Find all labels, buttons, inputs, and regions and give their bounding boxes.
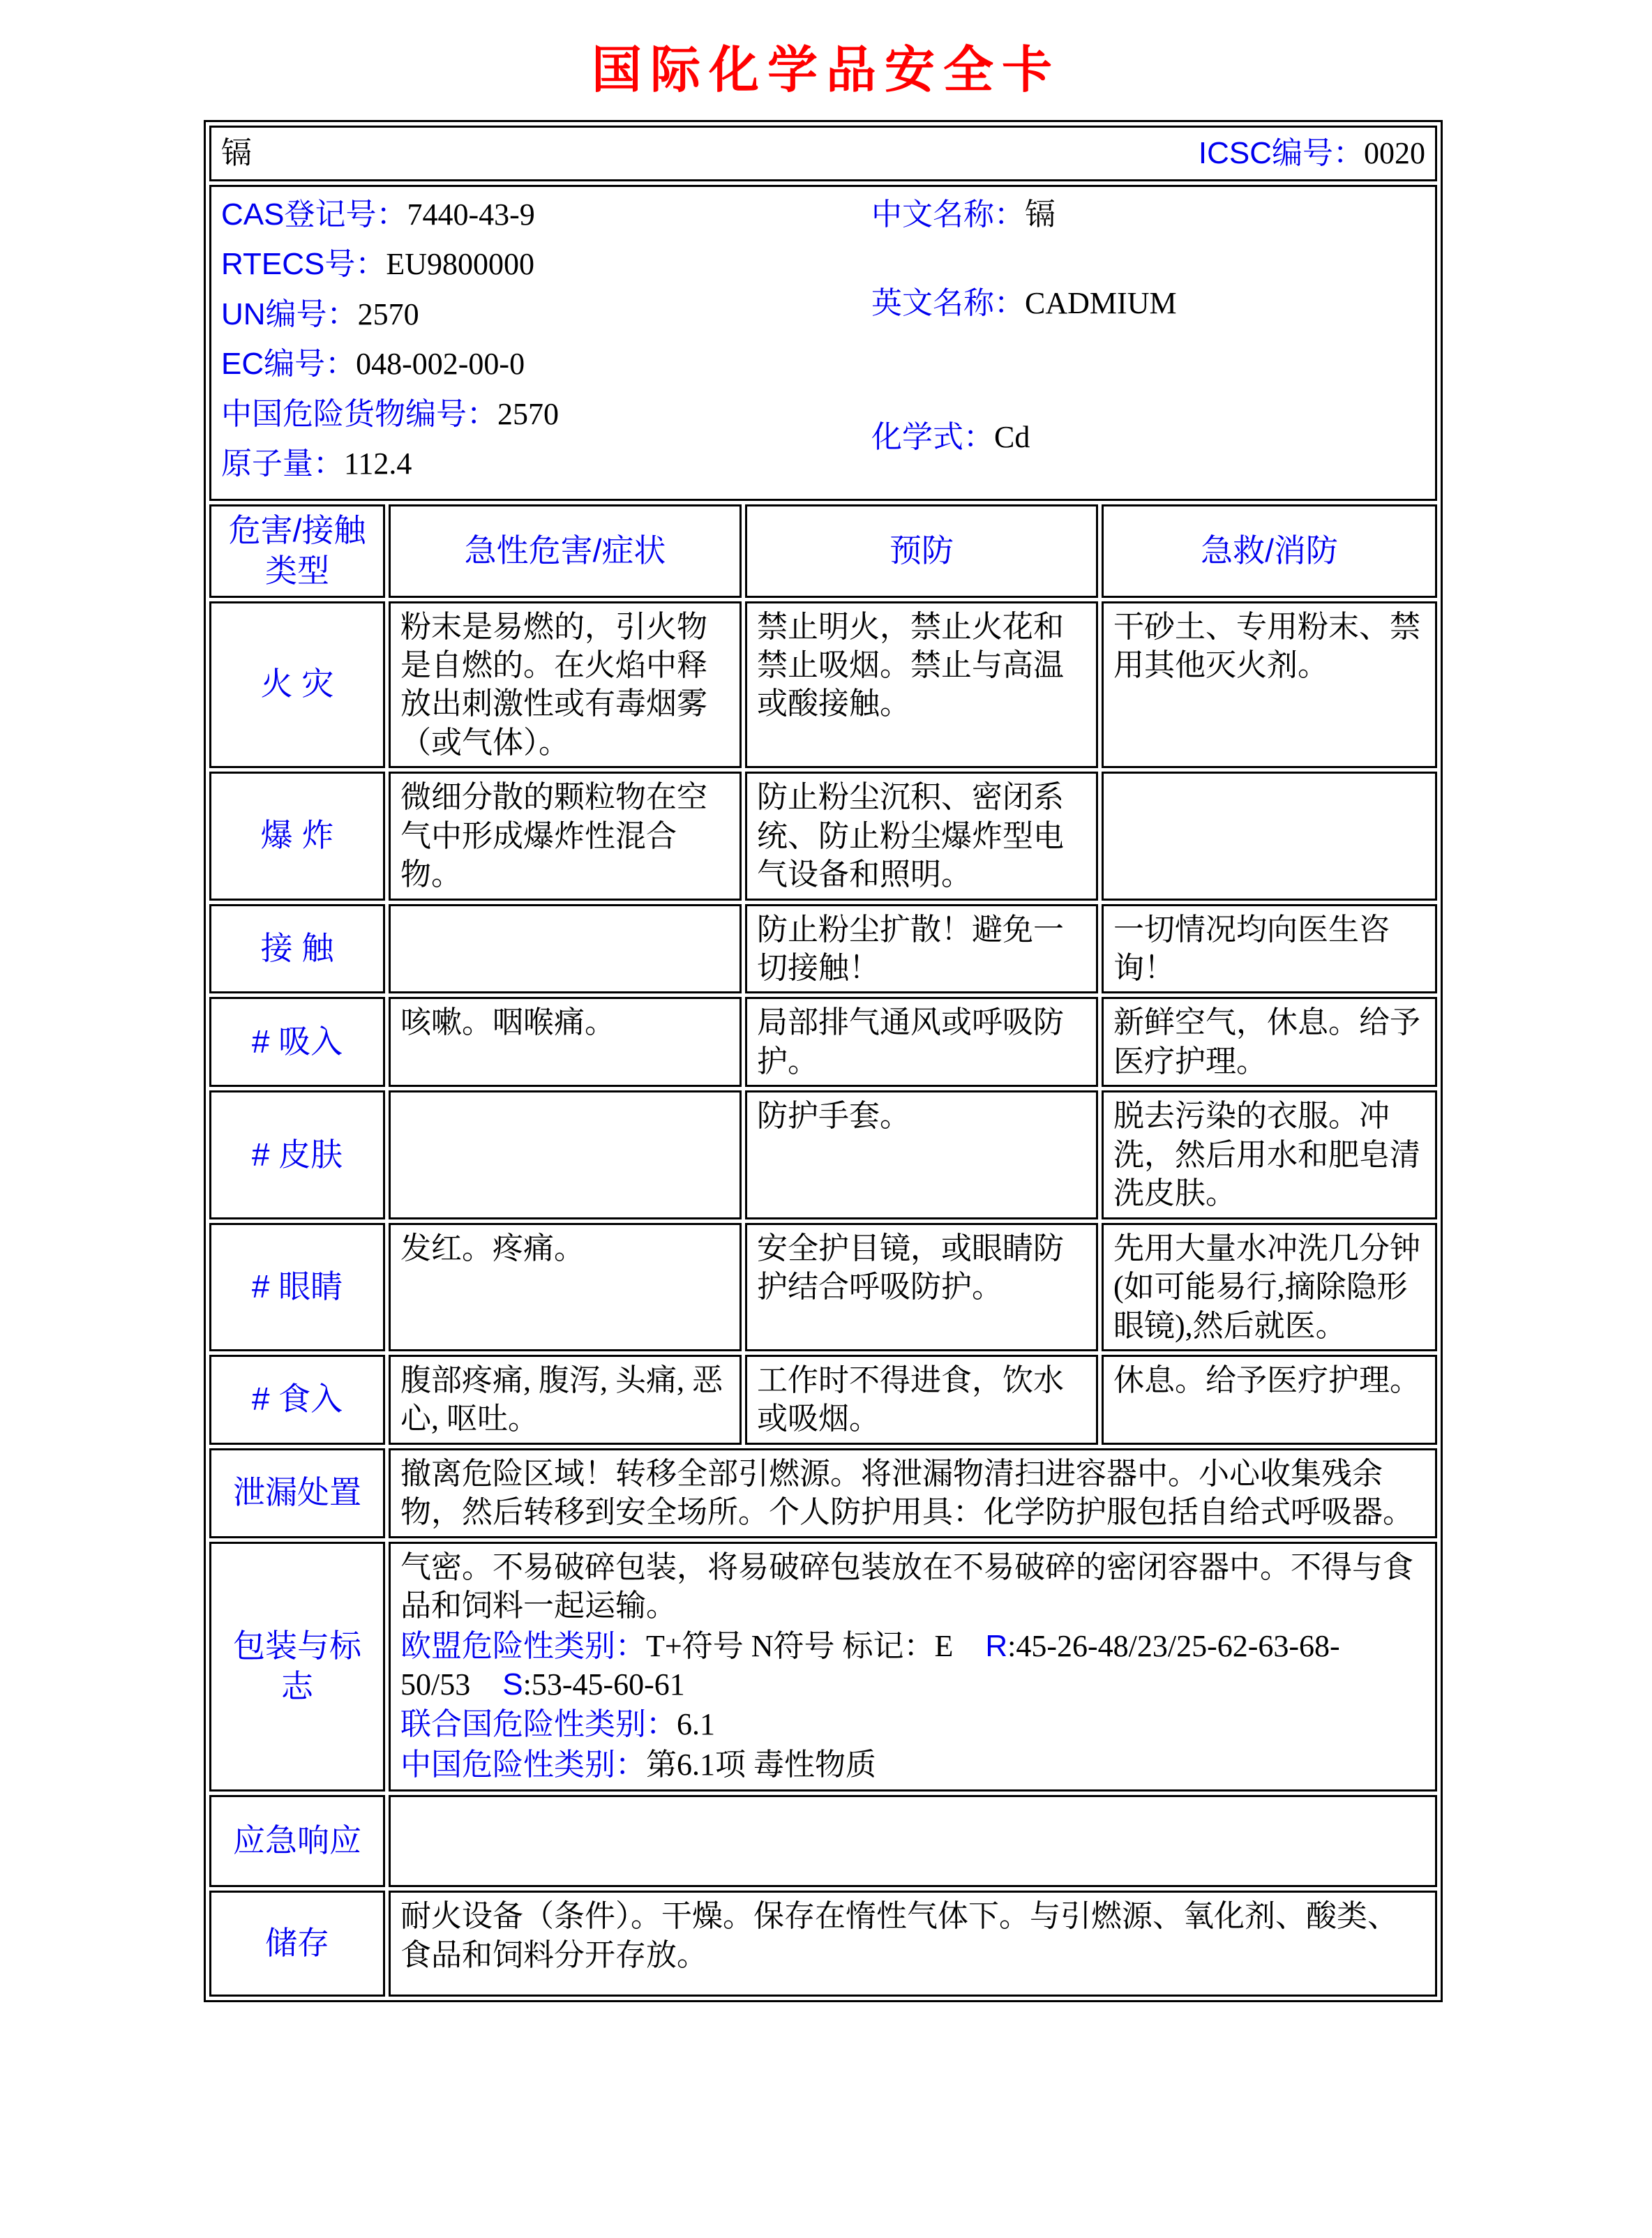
inhalation-first-aid: 新鲜空气，休息。给予医疗护理。 [1102,997,1437,1087]
cn-class-value: 第6.1项 毒性物质 [646,1747,876,1782]
spill-row [209,1448,1437,1538]
ingestion-row-label: # 食入 [209,1355,385,1445]
packaging-cn-line [400,1745,1425,1784]
hazard-row-eyes [209,1223,1437,1351]
inhalation-row-label: # 吸入 [209,997,385,1087]
inhalation-symptoms: 咳嗽。咽喉痛。 [389,997,742,1087]
safety-card-table [204,120,1443,2002]
storage-content: 耐火设备（条件）。干燥。保存在惰性气体下。与引燃源、氧化剂、酸类、食品和饲料分开存放。 [389,1891,1437,1997]
skin-prevention: 防护手套。 [745,1090,1098,1219]
icsc-number [1199,134,1425,172]
hazard-row-fire [209,601,1437,769]
chinese-name-label: 中文名称： [871,197,1026,232]
un-class-value: 6.1 [677,1707,715,1742]
eyes-row-label: # 眼睛 [209,1223,385,1351]
ec-value: 048-002-00-0 [356,347,525,382]
skin-first-aid: 脱去污染的衣服。冲洗，然后用水和肥皂清洗皮肤。 [1102,1090,1437,1219]
rtecs-label: RTECS号： [221,247,386,282]
header-prevention: 预防 [745,504,1098,598]
ec-line [221,345,871,383]
rtecs-value: EU9800000 [386,247,534,282]
hazard-row-contact [209,904,1437,994]
header-symptoms: 急性危害/症状 [389,504,742,598]
r-phrases-label: R [985,1628,1008,1663]
hazard-row-skin [209,1090,1437,1219]
cas-value: 7440-43-9 [407,197,535,232]
explosion-prevention: 防止粉尘沉积、密闭系统、防止粉尘爆炸型电气设备和照明。 [745,772,1098,900]
substance-name: 镉 [221,136,252,171]
cas-label: CAS登记号： [221,197,407,232]
header-first-aid: 急救/消防 [1102,504,1437,598]
spill-content: 撤离危险区域！转移全部引燃源。将泄漏物清扫进容器中。小心收集残余物，然后转移到安全场所。个人防护用具：化学防护服包括自给式呼吸器。 [389,1448,1437,1538]
hazard-header-row [209,504,1437,598]
eyes-prevention: 安全护目镜，或眼睛防护结合呼吸防护。 [745,1223,1098,1351]
icsc-value: 0020 [1364,136,1425,171]
r-phrases-value: :45-26-48/23/25-62-63-68-50/53 [400,1628,1340,1702]
fire-first-aid: 干砂土、专用粉末、禁用其他灭火剂。 [1102,601,1437,769]
packaging-eu-line [400,1627,1425,1704]
spill-row-label: 泄漏处置 [209,1448,385,1538]
emergency-row-label: 应急响应 [209,1795,385,1887]
header-hazard-type-line2: 类型 [265,552,329,589]
identifiers-right [871,191,1425,495]
english-name-line [871,284,1425,322]
contact-row-label: 接 触 [209,904,385,994]
atomic-weight-value: 112.4 [344,446,412,481]
ec-label: EC编号： [221,347,356,382]
eu-class-value: T+符号 N符号 标记：E [646,1628,954,1663]
identifiers-row [209,185,1437,501]
eyes-first-aid: 先用大量水冲洗几分钟(如可能易行,摘除隐形眼镜),然后就医。 [1102,1223,1437,1351]
skin-symptoms [389,1090,742,1219]
formula-label: 化学式： [871,419,995,454]
eyes-symptoms: 发红。疼痛。 [389,1223,742,1351]
packaging-un-line [400,1705,1425,1743]
contact-symptoms [389,904,742,994]
ingestion-symptoms: 腹部疼痛, 腹泻, 头痛, 恶心, 呕吐。 [389,1355,742,1445]
explosion-first-aid [1102,772,1437,900]
atomic-weight-line [221,444,871,483]
china-goods-label: 中国危险货物编号： [221,396,497,431]
s-phrases-value: :53-45-60-61 [523,1667,685,1702]
cn-class-label: 中国危险性类别： [400,1747,646,1782]
un-class-label: 联合国危险性类别： [400,1707,677,1742]
contact-prevention: 防止粉尘扩散！避免一切接触！ [745,904,1098,994]
china-goods-value: 2570 [497,396,559,431]
hazard-row-inhalation [209,997,1437,1087]
rtecs-line [221,245,871,283]
chinese-name-line [871,195,1425,234]
english-name-label: 英文名称： [871,286,1026,321]
formula-line [871,418,1425,456]
header-hazard-type-line1: 危害/接触 [228,511,366,548]
packaging-row-label: 包装与标志 [209,1542,385,1792]
inhalation-prevention: 局部排气通风或呼吸防护。 [745,997,1098,1087]
s-phrases-label: S [502,1667,523,1702]
ingestion-first-aid: 休息。给予医疗护理。 [1102,1355,1437,1445]
eu-class-label: 欧盟危险性类别： [400,1628,646,1663]
contact-first-aid: 一切情况均向医生咨询！ [1102,904,1437,994]
packaging-intro: 气密。不易破碎包装，将易破碎包装放在不易破碎的密闭容器中。不得与食品和饲料一起运输。 [400,1549,1413,1623]
packaging-row [209,1542,1437,1792]
cas-line [221,195,871,234]
un-label: UN编号： [221,296,358,331]
top-row-cell [209,126,1437,181]
emergency-content [389,1795,1437,1887]
page-title: 国际化学品安全卡 [591,43,1060,98]
header-hazard-type [209,504,385,598]
english-name-value: CADMIUM [1025,286,1177,321]
emergency-row [209,1795,1437,1887]
icsc-label: ICSC编号： [1198,136,1364,171]
fire-prevention: 禁止明火，禁止火花和禁止吸烟。禁止与高温或酸接触。 [745,601,1098,769]
packaging-content [389,1542,1437,1792]
formula-value: Cd [994,419,1030,454]
ingestion-prevention: 工作时不得进食，饮水或吸烟。 [745,1355,1098,1445]
explosion-symptoms: 微细分散的颗粒物在空气中形成爆炸性混合物。 [389,772,742,900]
identifiers-cell [209,185,1437,501]
fire-symptoms: 粉末是易燃的，引火物是自燃的。在火焰中释放出刺激性或有毒烟雾（或气体）。 [389,601,742,769]
skin-row-label: # 皮肤 [209,1090,385,1219]
atomic-weight-label: 原子量： [221,446,344,481]
hazard-row-explosion [209,772,1437,900]
un-line [221,295,871,333]
storage-row [209,1891,1437,1997]
explosion-row-label: 爆 炸 [209,772,385,900]
fire-row-label: 火 灾 [209,601,385,769]
top-row [209,126,1437,181]
hazard-row-ingestion [209,1355,1437,1445]
storage-row-label: 储存 [209,1891,385,1997]
identifiers-left [221,191,871,495]
chinese-name-value: 镉 [1025,197,1056,232]
un-value: 2570 [357,296,419,331]
china-goods-line [221,395,871,433]
